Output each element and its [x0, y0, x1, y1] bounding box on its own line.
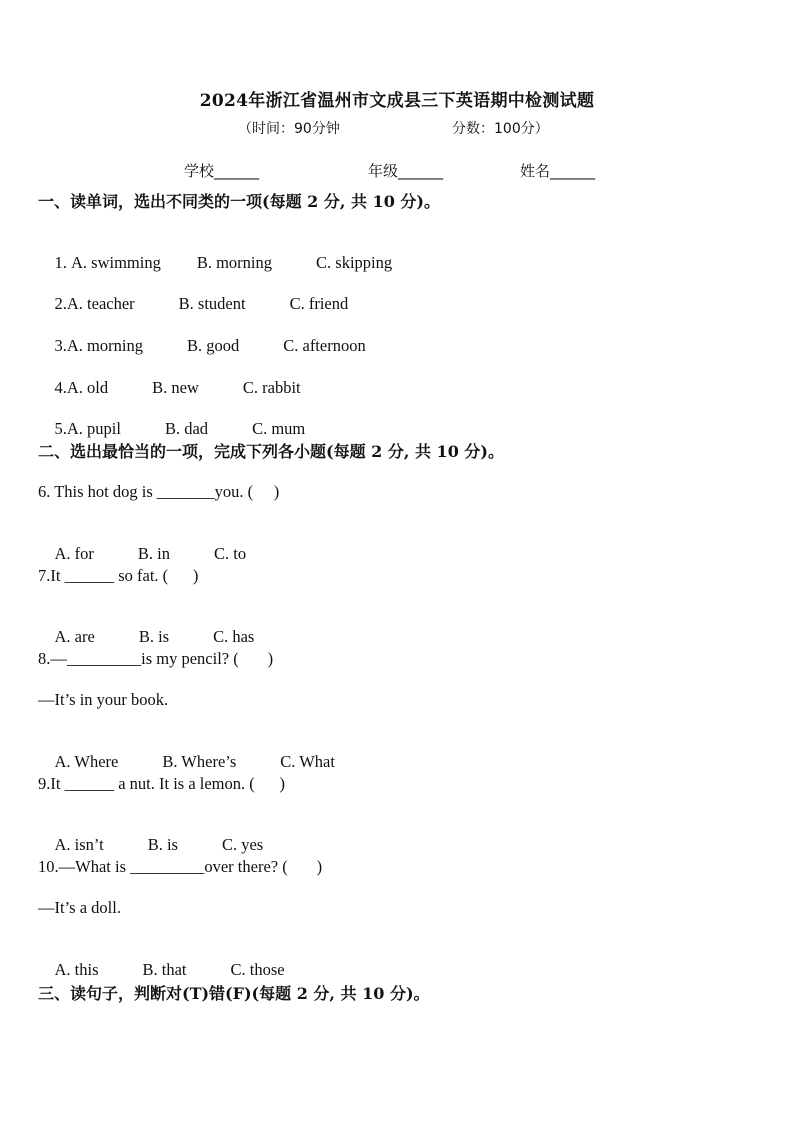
option-a: A. Where [54, 752, 119, 771]
option-a: A. teacher [66, 294, 135, 313]
option-c: C. has [213, 627, 255, 646]
page-title: 2024年浙江省温州市文成县三下英语期中检测试题 [199, 91, 595, 111]
option-b: B. that [142, 960, 187, 979]
school-field: 学校______ [184, 162, 260, 180]
option-b: B. Where’s [162, 752, 237, 771]
option-c: C. to [214, 544, 247, 563]
option-c: C. yes [221, 835, 264, 854]
question-8-stem: 8.—_________is my pencil? ( ) [38, 649, 274, 668]
option-a: A. swimming [71, 253, 161, 272]
option-b: B. student [178, 294, 246, 313]
option-b: B. is [138, 627, 170, 646]
option-a: A. morning [66, 336, 143, 355]
question-10-answer: —It’s a doll. [38, 898, 121, 917]
question-number: 4. [54, 378, 67, 397]
grade-field: 年级______ [368, 162, 444, 180]
question-7-stem: 7.It ______ so fat. ( ) [38, 566, 199, 585]
question-8-answer: —It’s in your book. [38, 690, 169, 709]
question-10-stem: 10.—What is _________over there? ( ) [38, 857, 323, 876]
question-6-stem: 6. This hot dog is _______you. ( ) [38, 482, 280, 501]
question-number: 2. [54, 294, 67, 313]
option-a: A. pupil [66, 419, 121, 438]
exam-score: 分数：100分） [452, 121, 549, 137]
exam-time: （时间：90分钟 [238, 121, 340, 137]
question-number: 5. [54, 419, 67, 438]
option-b: B. in [137, 544, 170, 563]
option-b: B. is [147, 835, 178, 854]
option-b: B. good [186, 336, 240, 355]
option-c: C. mum [252, 419, 306, 438]
option-a: A. this [54, 960, 99, 979]
option-c: C. What [280, 752, 335, 771]
section2-heading: 二、选出最恰当的一项，完成下列各小题(每题 2 分, 共 10 分)。 [38, 442, 504, 461]
option-c: C. rabbit [242, 378, 301, 397]
option-b: B. morning [196, 253, 273, 272]
question-number: 3. [54, 336, 67, 355]
option-a: A. for [54, 544, 94, 563]
question-number: 1. [54, 253, 71, 272]
option-c: C. skipping [316, 253, 393, 272]
option-c: C. afternoon [283, 336, 366, 355]
option-c: C. friend [289, 294, 349, 313]
option-a: A. are [54, 627, 95, 646]
option-a: A. old [66, 378, 109, 397]
section1-heading: 一、读单词，选出不同类的一项(每题 2 分, 共 10 分)。 [38, 192, 440, 211]
option-a: A. isn’t [54, 835, 104, 854]
option-c: C. those [230, 960, 285, 979]
name-field: 姓名______ [520, 162, 596, 180]
section3-heading: 三、读句子，判断对(T)错(F)(每题 2 分, 共 10 分)。 [38, 984, 430, 1003]
option-b: B. new [152, 378, 199, 397]
question-9-stem: 9.It ______ a nut. It is a lemon. ( ) [38, 774, 286, 793]
option-b: B. dad [164, 419, 209, 438]
